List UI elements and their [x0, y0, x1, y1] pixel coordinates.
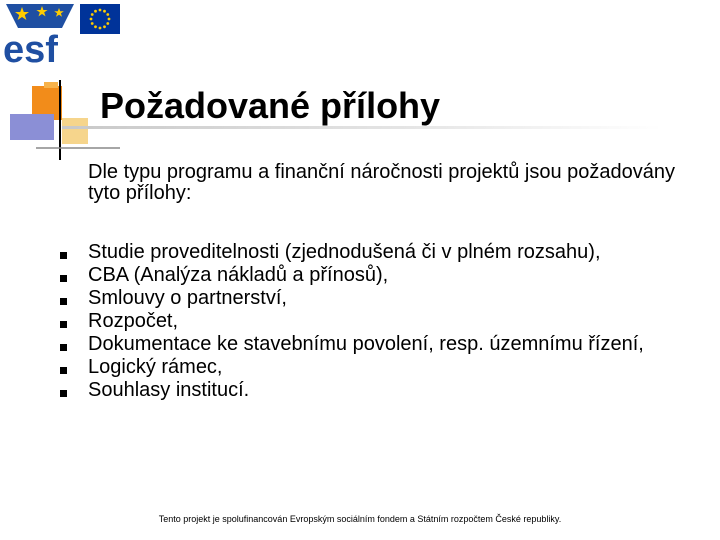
esf-logo-text: esf: [3, 29, 58, 64]
list-item: [56, 288, 696, 309]
bullet-icon: [60, 298, 67, 305]
bullet-icon: [60, 390, 67, 397]
bullet-icon: [60, 321, 67, 328]
bullet-icon: [60, 252, 67, 259]
list-item-text: Souhlasy institucí.: [88, 379, 250, 401]
list-item-text: Logický rámec,: [88, 356, 223, 378]
list-item: [56, 242, 696, 263]
attachments-list: [56, 242, 696, 403]
list-item: [56, 380, 696, 401]
esf-logo-icon: [2, 2, 78, 64]
list-item-text: CBA (Analýza nákladů a přínosů),: [88, 264, 389, 286]
intro-text: Dle typu programu a finanční náročnosti projektů jsou požadovány tyto přílohy:: [88, 161, 676, 204]
slide-title: Požadované přílohy: [100, 85, 441, 126]
footer-note: Tento projekt je spolufinancován Evropským sociálním fondem a Státním rozpočtem České republiky.: [158, 514, 562, 524]
eu-flag-icon: [80, 4, 120, 34]
list-item-text: Studie proveditelnosti (zjednodušená či v plném rozsahu),: [88, 241, 601, 263]
list-item-text: Rozpočet,: [88, 310, 179, 332]
list-item: [56, 334, 696, 355]
bullet-icon: [60, 275, 67, 282]
list-item: [56, 265, 696, 286]
bullet-icon: [60, 367, 67, 374]
list-item-text: Smlouvy o partnerství,: [88, 287, 287, 309]
list-item: [56, 311, 696, 332]
list-item-text: Dokumentace ke stavebnímu povolení, resp. územnímu řízení,: [88, 333, 644, 355]
bullet-icon: [60, 344, 67, 351]
list-item: [56, 357, 696, 378]
